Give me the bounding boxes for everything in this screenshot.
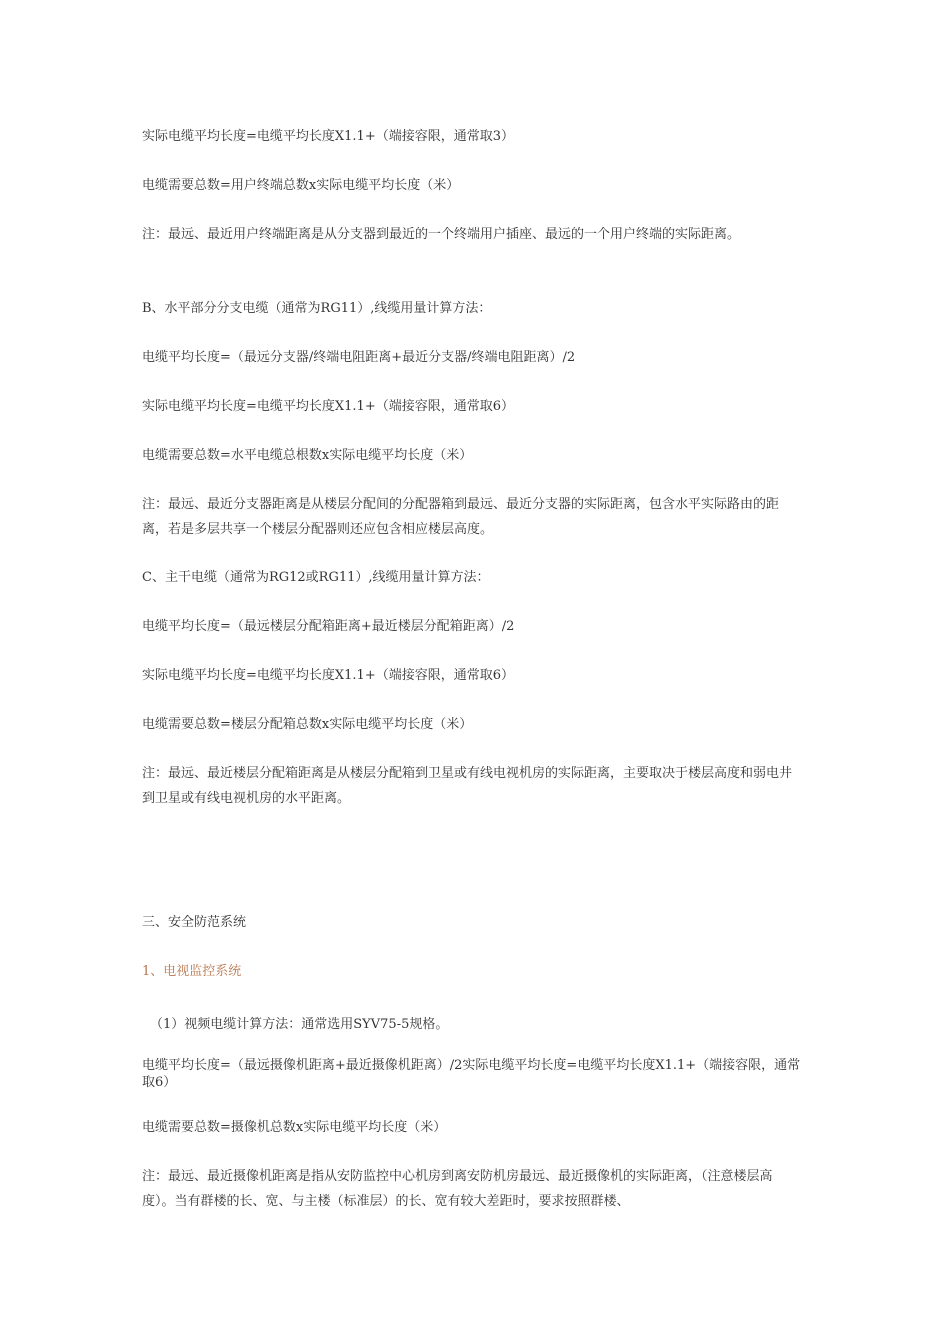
paragraph-section-c-heading: C、主干电缆（通常为RG12或RG11）,线缆用量计算方法： xyxy=(142,570,490,585)
paragraph-video-cable-method: （1）视频电缆计算方法：通常选用SYV75-5规格。 xyxy=(150,1017,449,1032)
paragraph-total-cable-floor-boxes: 电缆需要总数=楼层分配箱总数x实际电缆平均长度（米） xyxy=(142,717,473,732)
paragraph-average-length-cameras: 电缆平均长度=（最远摄像机距离+最近摄像机距离）/2实际电缆平均长度=电缆平均长度X1.1+（端接容限，通常取6） xyxy=(142,1058,801,1090)
paragraph-note-floor-box-distance: 注：最远、最近楼层分配箱距离是从楼层分配箱到卫星或有线电视机房的实际距离，主要取决于楼层高度和弱电井到卫星或有线电视机房的水平距离。 xyxy=(142,766,793,806)
paragraph-note-user-terminal-distance: 注：最远、最近用户终端距离是从分支器到最近的一个终端用户插座、最远的一个用户终端的实际距离。 xyxy=(142,227,741,242)
paragraph-note-camera-distance: 注：最远、最近摄像机距离是指从安防监控中心机房到离安防机房最远、最近摄像机的实际距离，（注意楼层高度）。当有群楼的长、宽、与主楼（标准层）的长、宽有较大差距时，要求按照群楼、 xyxy=(142,1169,773,1209)
paragraph-average-length-splitters: 电缆平均长度=（最远分支器/终端电阻距离+最近分支器/终端电阻距离）/2 xyxy=(142,350,576,365)
subsection-heading-video-surveillance: 1、电视监控系统 xyxy=(142,964,242,979)
paragraph-average-length-floor-boxes: 电缆平均长度=（最远楼层分配箱距离+最近楼层分配箱距离）/2 xyxy=(142,619,515,634)
paragraph-section-b-heading: B、水平部分分支电缆（通常为RG11）,线缆用量计算方法： xyxy=(142,301,492,316)
paragraph-actual-cable-length-6-b: 实际电缆平均长度=电缆平均长度X1.1+（端接容限，通常取6） xyxy=(142,399,514,414)
paragraph-total-cable-cameras: 电缆需要总数=摄像机总数x实际电缆平均长度（米） xyxy=(142,1120,447,1135)
paragraph-actual-cable-length-6-c: 实际电缆平均长度=电缆平均长度X1.1+（端接容限，通常取6） xyxy=(142,668,514,683)
paragraph-total-cable-user-terminals: 电缆需要总数=用户终端总数x实际电缆平均长度（米） xyxy=(142,178,460,193)
paragraph-actual-cable-length-3: 实际电缆平均长度=电缆平均长度X1.1+（端接容限，通常取3） xyxy=(142,129,514,144)
paragraph-total-cable-horizontal: 电缆需要总数=水平电缆总根数x实际电缆平均长度（米） xyxy=(142,448,473,463)
section-heading-security-system: 三、安全防范系统 xyxy=(142,915,247,930)
paragraph-note-splitter-distance: 注：最远、最近分支器距离是从楼层分配间的分配器箱到最远、最近分支器的实际距离，包含水平实际路由的距离，若是多层共享一个楼层分配器则还应包含相应楼层高度。 xyxy=(142,497,780,537)
